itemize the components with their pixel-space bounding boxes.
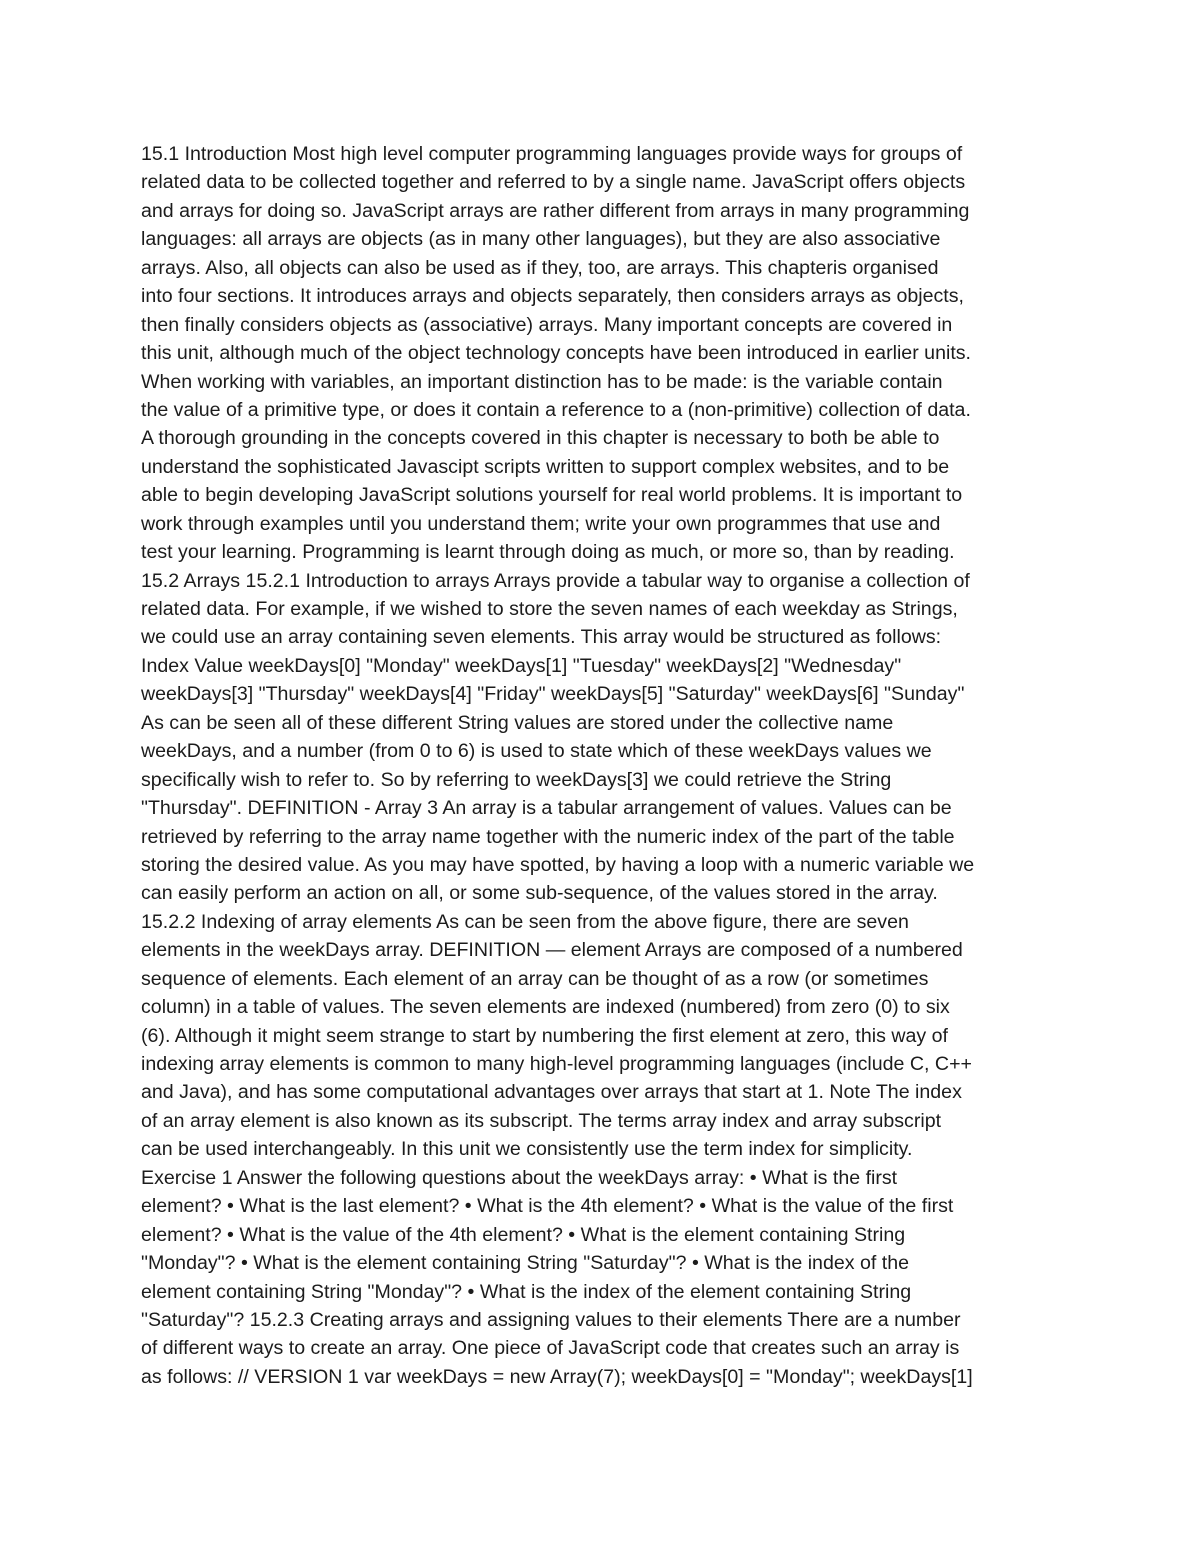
text-line: 15.1 Introduction Most high level computer programming languages provide ways for groups of <box>141 143 963 165</box>
text-line: languages: all arrays are objects (as in many other languages), but they are also associative <box>141 228 941 251</box>
text-line: 15.2.2 Indexing of array elements As can be seen from the above figure, there are seven <box>141 910 909 933</box>
text-line: understand the sophisticated Javascipt scripts written to support complex websites, and to be <box>141 455 950 478</box>
text-line: "Thursday". DEFINITION - Array 3 An array is a tabular arrangement of values. Values can be <box>141 797 952 820</box>
text-line: test your learning. Programming is learnt through doing as much, or more so, than by reading. <box>141 541 955 564</box>
text-line: element? • What is the value of the 4th element? • What is the element containing String <box>141 1223 906 1246</box>
body-text <box>141 140 1081 1391</box>
text-line: of different ways to create an array. One piece of JavaScript code that creates such an array is <box>141 1337 960 1360</box>
text-line: the value of a primitive type, or does it contain a reference to a (non-primitive) collection of data. <box>141 398 971 421</box>
text-line: element containing String "Monday"? • What is the index of the element containing String <box>141 1280 912 1303</box>
text-line: element? • What is the last element? • What is the 4th element? • What is the value of the first <box>141 1195 954 1218</box>
text-line: of an array element is also known as its subscript. The terms array index and array subscript <box>141 1109 942 1132</box>
text-line: then finally considers objects as (associative) arrays. Many important concepts are covered in <box>141 313 953 336</box>
text-line: storing the desired value. As you may have spotted, by having a loop with a numeric variable we <box>141 853 975 876</box>
text-line: (6). Although it might seem strange to start by numbering the first element at zero, this way of <box>141 1024 948 1047</box>
text-line: and arrays for doing so. JavaScript arrays are rather different from arrays in many programming <box>141 199 970 222</box>
text-line: into four sections. It introduces arrays and objects separately, then considers arrays as objects, <box>141 285 964 308</box>
text-line: able to begin developing JavaScript solutions yourself for real world problems. It is important to <box>141 484 963 507</box>
text-line: this unit, although much of the object technology concepts have been introduced in earlier units. <box>141 342 971 365</box>
text-line: weekDays, and a number (from 0 to 6) is used to state which of these weekDays values we <box>141 740 932 763</box>
text-line: Index Value weekDays[0] "Monday" weekDays[1] "Tuesday" weekDays[2] "Wednesday" <box>141 654 902 677</box>
text-line: As can be seen all of these different String values are stored under the collective name <box>141 711 894 734</box>
text-line: column) in a table of values. The seven elements are indexed (numbered) from zero (0) to six <box>141 996 950 1019</box>
text-line: can easily perform an action on all, or some sub-sequence, of the values stored in the array. <box>141 882 938 905</box>
text-line: sequence of elements. Each element of an array can be thought of as a row (or sometimes <box>141 967 929 990</box>
text-line: work through examples until you understand them; write your own programmes that use and <box>141 512 941 535</box>
text-line: "Monday"? • What is the element containing String "Saturday"? • What is the index of the <box>141 1252 910 1275</box>
text-line: indexing array elements is common to many high-level programming languages (include C, C++ <box>141 1053 972 1075</box>
text-line: retrieved by referring to the array name together with the numeric index of the part of the table <box>141 825 955 848</box>
text-line: weekDays[3] "Thursday" weekDays[4] "Friday" weekDays[5] "Saturday" weekDays[6] "Sunday" <box>141 683 965 706</box>
text-line: as follows: // VERSION 1 var weekDays = new Array(7); weekDays[0] = "Monday"; weekDays[1] <box>141 1365 973 1388</box>
text-line: and Java), and has some computational advantages over arrays that start at 1. Note The index <box>141 1081 962 1104</box>
text-line: "Saturday"? 15.2.3 Creating arrays and assigning values to their elements There are a number <box>141 1308 961 1331</box>
text-line: specifically wish to refer to. So by referring to weekDays[3] we could retrieve the String <box>141 768 892 791</box>
text-line: When working with variables, an important distinction has to be made: is the variable contain <box>141 370 943 393</box>
text-line: elements in the weekDays array. DEFINITION — element Arrays are composed of a numbered <box>141 939 963 962</box>
text-line: related data to be collected together and referred to by a single name. JavaScript offers objects <box>141 171 966 194</box>
text-line: can be used interchangeably. In this unit we consistently use the term index for simplicity. <box>141 1138 913 1161</box>
text-line: A thorough grounding in the concepts covered in this chapter is necessary to both be able to <box>141 427 940 450</box>
text-line: arrays. Also, all objects can also be used as if they, too, are arrays. This chapteris organised <box>141 256 939 279</box>
text-line: 15.2 Arrays 15.2.1 Introduction to arrays Arrays provide a tabular way to organise a collection of <box>141 569 970 592</box>
text-line: related data. For example, if we wished to store the seven names of each weekday as Strings, <box>141 598 958 620</box>
text-line: we could use an array containing seven elements. This array would be structured as follows: <box>141 626 942 649</box>
text-line: Exercise 1 Answer the following questions about the weekDays array: • What is the first <box>141 1166 898 1189</box>
